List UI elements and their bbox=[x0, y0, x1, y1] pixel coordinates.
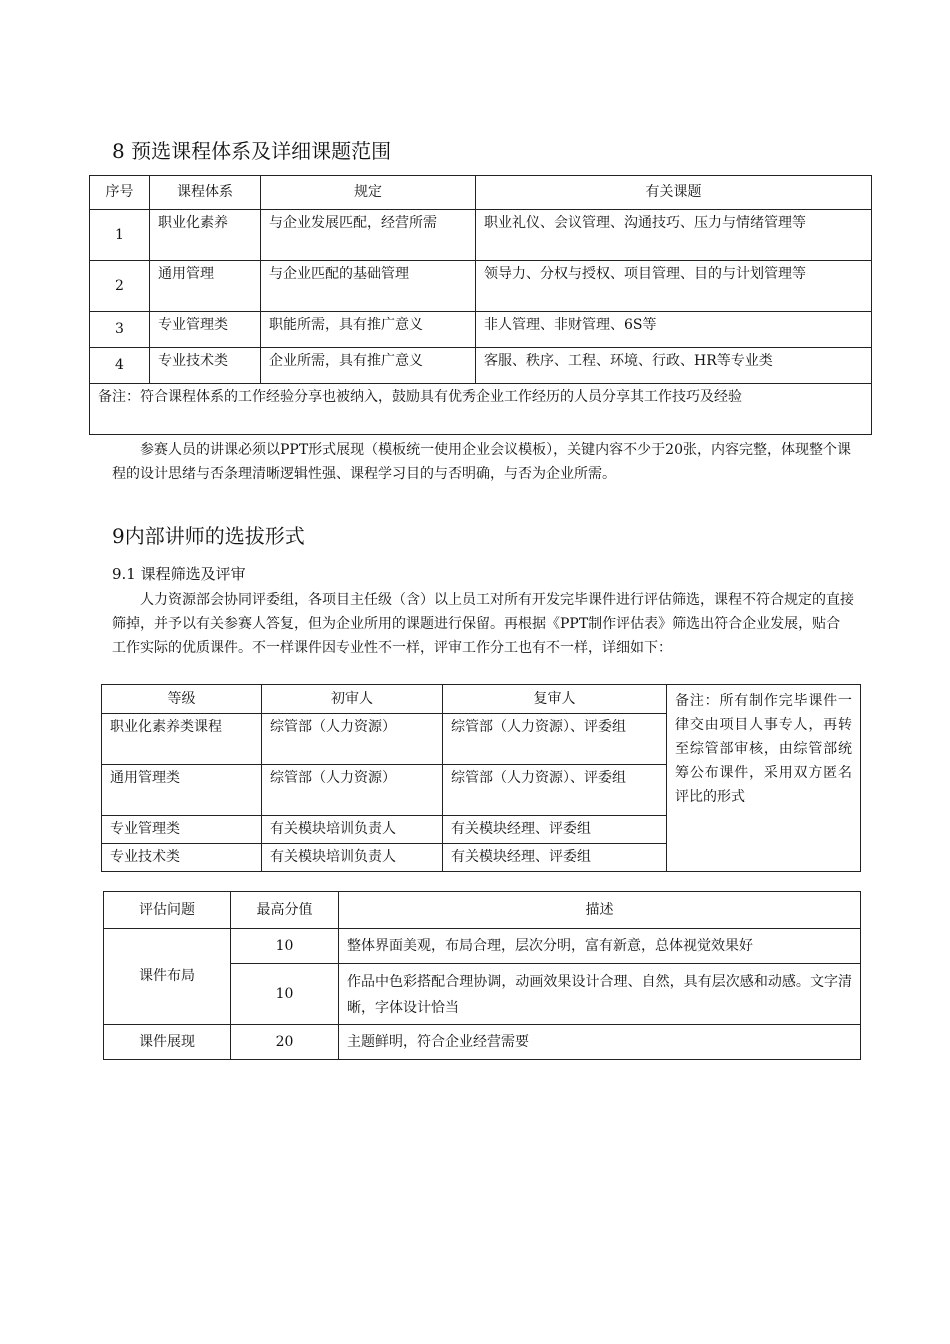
table-cell: 课件展现 bbox=[104, 1025, 231, 1060]
table-cell: 10 bbox=[231, 964, 339, 1025]
table-cell: 非人管理、非财管理、6S等 bbox=[476, 312, 872, 348]
table-cell: 综管部（人力资源）、评委组 bbox=[443, 765, 667, 816]
table-cell: 综管部（人力资源） bbox=[262, 714, 443, 765]
header-cell: 课程体系 bbox=[150, 176, 261, 210]
table-header-row bbox=[90, 176, 872, 210]
table-cell: 1 bbox=[90, 210, 150, 261]
table-cell: 通用管理 bbox=[150, 261, 261, 312]
section-9-heading: 9内部讲师的选拔形式 bbox=[112, 524, 305, 548]
table-cell: 专业管理类 bbox=[150, 312, 261, 348]
table-cell: 综管部（人力资源） bbox=[262, 765, 443, 816]
table-cell: 与企业发展匹配，经营所需 bbox=[261, 210, 476, 261]
section-8-heading: 8 预选课程体系及详细课题范围 bbox=[112, 139, 392, 163]
table-cell: 有关模块培训负责人 bbox=[262, 816, 443, 844]
header-cell: 序号 bbox=[90, 176, 150, 210]
table-cell: 职业化素养 bbox=[150, 210, 261, 261]
table-cell: 与企业匹配的基础管理 bbox=[261, 261, 476, 312]
header-cell: 规定 bbox=[261, 176, 476, 210]
table-cell: 通用管理类 bbox=[102, 765, 262, 816]
table-row bbox=[90, 210, 872, 261]
table-cell: 课件布局 bbox=[104, 929, 231, 1025]
header-cell: 初审人 bbox=[262, 685, 443, 714]
table-row bbox=[90, 348, 872, 384]
table-row bbox=[90, 261, 872, 312]
header-cell: 最高分值 bbox=[231, 892, 339, 929]
table-cell: 有关模块经理、评委组 bbox=[443, 816, 667, 844]
table-cell: 职业化素养类课程 bbox=[102, 714, 262, 765]
section-9-1-heading: 9.1 课程筛选及评审 bbox=[112, 565, 246, 583]
table-row bbox=[104, 929, 861, 964]
table-cell: 专业管理类 bbox=[102, 816, 262, 844]
header-cell: 等级 bbox=[102, 685, 262, 714]
header-cell: 复审人 bbox=[443, 685, 667, 714]
table-cell: 综管部（人力资源）、评委组 bbox=[443, 714, 667, 765]
review-note: 备注：所有制作完毕课件一律交由项目人事专人，再转至综管部审核，由综管部统筹公布课件，采用双方匿名评比的形式 bbox=[667, 685, 861, 872]
table-cell: 企业所需，具有推广意义 bbox=[261, 348, 476, 384]
table-cell: 有关模块经理、评委组 bbox=[443, 844, 667, 872]
table-row bbox=[90, 312, 872, 348]
header-cell: 有关课题 bbox=[476, 176, 872, 210]
header-cell: 评估问题 bbox=[104, 892, 231, 929]
header-cell: 描述 bbox=[339, 892, 861, 929]
table-header-row bbox=[102, 685, 861, 714]
ppt-requirement-paragraph: 参赛人员的讲课必须以PPT形式展现（模板统一使用企业会议模板），关键内容不少于20张，内容完整，体现整个课程的设计思绪与否条理清晰逻辑性强、课程学习目的与否明确，与否为企业所需。 bbox=[112, 442, 851, 482]
table-cell: 3 bbox=[90, 312, 150, 348]
table-note-row bbox=[90, 384, 872, 435]
table-cell: 2 bbox=[90, 261, 150, 312]
table-cell: 领导力、分权与授权、项目管理、目的与计划管理等 bbox=[476, 261, 872, 312]
table-cell: 专业技术类 bbox=[150, 348, 261, 384]
table-cell: 整体界面美观，布局合理，层次分明，富有新意，总体视觉效果好 bbox=[339, 929, 861, 964]
table-cell: 专业技术类 bbox=[102, 844, 262, 872]
table-cell: 主题鲜明，符合企业经营需要 bbox=[339, 1025, 861, 1060]
table-cell: 10 bbox=[231, 929, 339, 964]
table-note: 备注：符合课程体系的工作经验分享也被纳入，鼓励具有优秀企业工作经历的人员分享其工作技巧及经验 bbox=[90, 384, 872, 435]
screening-paragraph: 人力资源部会协同评委组，各项目主任级（含）以上员工对所有开发完毕课件进行评估筛选，课程不符合规定的直接筛掉，并予以有关参赛人答复，但为企业所用的课题进行保留。再根据《PPT制作评估表》筛选出符合企业发展，贴合工作实际的优质课件。不一样课件因专业性不一样，评审工作分工也有不一样，详细如下： bbox=[112, 592, 854, 656]
table-cell: 有关模块培训负责人 bbox=[262, 844, 443, 872]
table-header-row bbox=[104, 892, 861, 929]
review-assignment-table bbox=[101, 684, 861, 872]
table-row bbox=[104, 1025, 861, 1060]
table-cell: 作品中色彩搭配合理协调，动画效果设计合理、自然，具有层次感和动感。文字清晰，字体设计恰当 bbox=[339, 964, 861, 1025]
course-system-table bbox=[89, 175, 872, 435]
table-cell: 客服、秩序、工程、环境、行政、HR等专业类 bbox=[476, 348, 872, 384]
table-cell: 职能所需，具有推广意义 bbox=[261, 312, 476, 348]
table-cell: 20 bbox=[231, 1025, 339, 1060]
table-cell: 4 bbox=[90, 348, 150, 384]
evaluation-criteria-table bbox=[103, 891, 861, 1060]
table-cell: 职业礼仪、会议管理、沟通技巧、压力与情绪管理等 bbox=[476, 210, 872, 261]
